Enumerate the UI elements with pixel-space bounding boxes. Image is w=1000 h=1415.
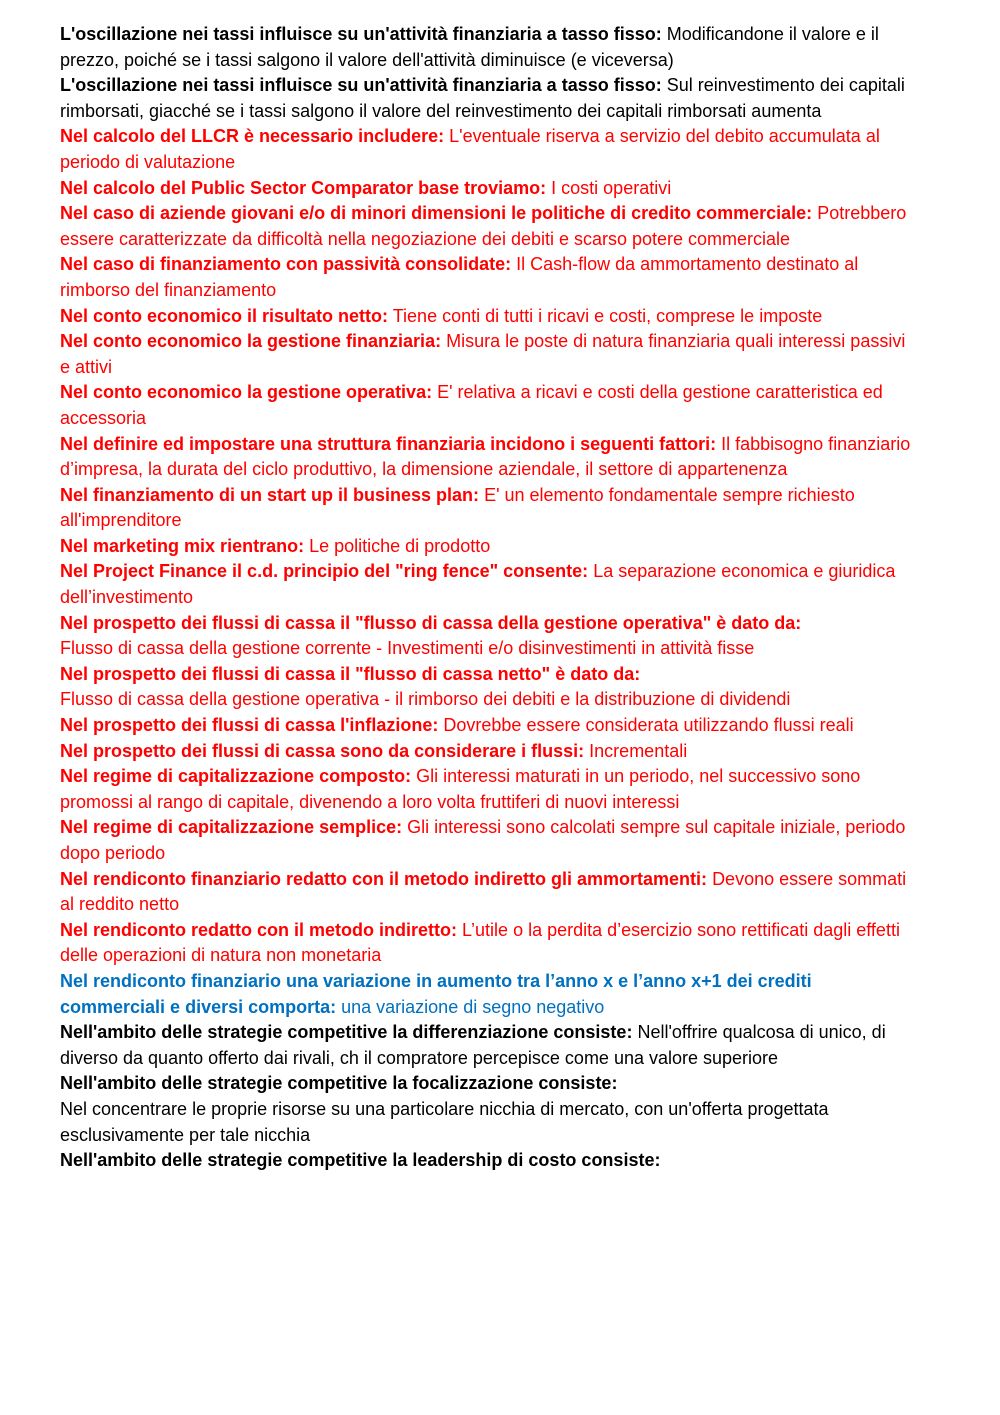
answer-text: Flusso di cassa della gestione corrente - Investimenti e/o disinvestimenti in attività fisse bbox=[60, 638, 755, 659]
qa-entry bbox=[60, 534, 920, 560]
answer-text: Il fabbisogno finanziario d’impresa, la durata del ciclo produttivo, la dimensione aziendale, il settore di appartenenza bbox=[60, 433, 911, 480]
question-text: Nel prospetto dei flussi di cassa l'inflazione: bbox=[60, 715, 439, 736]
question-text: Nel calcolo del Public Sector Comparator base troviamo: bbox=[60, 177, 547, 198]
qa-entry bbox=[60, 304, 920, 330]
answer-text: Modificandone il valore e il prezzo, poiché se i tassi salgono il valore dell'attività diminuisce (e viceversa) bbox=[60, 24, 879, 70]
question-text: Nell'ambito delle strategie competitive la leadership di costo consiste: bbox=[60, 1150, 661, 1171]
question-text: Nel finanziamento di un start up il business plan: bbox=[60, 484, 480, 505]
answer-text: Misura le poste di natura finanziaria quali interessi passivi e attivi bbox=[60, 331, 906, 377]
answer-text: Flusso di cassa della gestione operativa - il rimborso dei debiti e la distribuzione di dividendi bbox=[60, 689, 791, 710]
answer-text: La separazione economica e giuridica dell’investimento bbox=[60, 561, 896, 608]
question-text: Nel prospetto dei flussi di cassa sono da considerare i flussi: bbox=[60, 740, 585, 761]
answer-text: Nel concentrare le proprie risorse su una particolare nicchia di mercato, con un'offerta progettata esclusivamente per tale nicchia bbox=[60, 1098, 829, 1145]
qa-entry bbox=[60, 611, 920, 662]
answer-text: Incrementali bbox=[589, 740, 688, 761]
qa-entry bbox=[60, 1071, 920, 1148]
question-text: Nel conto economico il risultato netto: bbox=[60, 305, 389, 326]
question-text: Nel prospetto dei flussi di cassa il "flusso di cassa netto" è dato da: bbox=[60, 663, 641, 684]
answer-text: I costi operativi bbox=[551, 177, 672, 198]
answer-text: E' un elemento fondamentale sempre richiesto all'imprenditore bbox=[60, 484, 855, 531]
qa-entry bbox=[60, 329, 920, 380]
qa-entry bbox=[60, 201, 920, 252]
answer-text: Devono essere sommati al reddito netto bbox=[60, 868, 907, 915]
answer-text: Il Cash-flow da ammortamento destinato al rimborso del finanziamento bbox=[60, 254, 859, 300]
qa-entry bbox=[60, 22, 920, 73]
qa-entry bbox=[60, 815, 920, 866]
question-text: L'oscillazione nei tassi influisce su un'attività finanziaria a tasso fisso: bbox=[60, 24, 662, 44]
qa-entry bbox=[60, 969, 920, 1020]
qa-entry bbox=[60, 252, 920, 303]
question-text: Nell'ambito delle strategie competitive la focalizzazione consiste: bbox=[60, 1073, 618, 1094]
answer-text: Gli interessi sono calcolati sempre sul capitale iniziale, periodo dopo periodo bbox=[60, 817, 906, 863]
qa-entry bbox=[60, 1148, 920, 1174]
answer-text: Sul reinvestimento dei capitali rimborsati, giacché se i tassi salgono il valore del reinvestimento dei capitali rimborsati aumenta bbox=[60, 75, 905, 121]
qa-entry bbox=[60, 176, 920, 202]
question-text: Nel calcolo del LLCR è necessario includere: bbox=[60, 126, 445, 147]
qa-entry bbox=[60, 867, 920, 918]
answer-text: una variazione di segno negativo bbox=[341, 996, 605, 1017]
question-text: Nel regime di capitalizzazione composto: bbox=[60, 766, 412, 787]
question-text: Nel conto economico la gestione operativa: bbox=[60, 382, 433, 403]
qa-entry bbox=[60, 124, 920, 175]
question-text: Nel rendiconto finanziario redatto con il metodo indiretto gli ammortamenti: bbox=[60, 868, 708, 889]
qa-entry bbox=[60, 713, 920, 739]
qa-entry bbox=[60, 559, 920, 610]
question-text: Nell'ambito delle strategie competitive la differenziazione consiste: bbox=[60, 1022, 633, 1043]
qa-entry bbox=[60, 739, 920, 765]
question-text: Nel definire ed impostare una struttura finanziaria incidono i seguenti fattori: bbox=[60, 433, 717, 454]
qa-entry bbox=[60, 1020, 920, 1071]
qa-entry bbox=[60, 764, 920, 815]
question-text: Nel rendiconto redatto con il metodo indiretto: bbox=[60, 919, 458, 940]
qa-entry bbox=[60, 432, 920, 483]
answer-text: Nell'offrire qualcosa di unico, di diverso da quanto offerto dai rivali, ch il compratore percepisce come una valore superiore bbox=[60, 1022, 886, 1068]
question-text: Nel marketing mix rientrano: bbox=[60, 535, 305, 556]
question-text: Nel conto economico la gestione finanziaria: bbox=[60, 331, 442, 352]
question-text: L'oscillazione nei tassi influisce su un'attività finanziaria a tasso fisso: bbox=[60, 75, 662, 96]
document-page bbox=[60, 22, 920, 1174]
question-text: Nel caso di aziende giovani e/o di minori dimensioni le politiche di credito commerciale: bbox=[60, 203, 813, 224]
qa-entry bbox=[60, 380, 920, 431]
question-text: Nel regime di capitalizzazione semplice: bbox=[60, 817, 403, 838]
qa-entry bbox=[60, 662, 920, 713]
answer-text: Gli interessi maturati in un periodo, nel successivo sono promossi al rango di capitale, divenendo a loro volta fruttiferi di nuovi interessi bbox=[60, 766, 861, 812]
question-text: Nel rendiconto finanziario una variazione in aumento tra l’anno x e l’anno x+1 dei crediti commerciali e diversi comporta: bbox=[60, 970, 812, 1017]
answer-text: Potrebbero essere caratterizzate da difficoltà nella negoziazione dei debiti e scarso potere commerciale bbox=[60, 203, 907, 249]
answer-text: Le politiche di prodotto bbox=[309, 535, 491, 556]
qa-entry bbox=[60, 73, 920, 124]
answer-text: Tiene conti di tutti i ricavi e costi, comprese le imposte bbox=[392, 305, 823, 326]
question-text: Nel Project Finance il c.d. principio del "ring fence" consente: bbox=[60, 561, 589, 582]
answer-text: Dovrebbe essere considerata utilizzando flussi reali bbox=[443, 715, 854, 736]
answer-text: E' relativa a ricavi e costi della gestione caratteristica ed accessoria bbox=[60, 382, 883, 428]
qa-entry bbox=[60, 483, 920, 534]
answer-text: L'eventuale riserva a servizio del debito accumulata al periodo di valutazione bbox=[60, 126, 880, 172]
question-text: Nel caso di finanziamento con passività consolidate: bbox=[60, 254, 512, 275]
qa-entry bbox=[60, 918, 920, 969]
answer-text: L’utile o la perdita d’esercizio sono rettificati dagli effetti delle operazioni di natura non monetaria bbox=[60, 919, 900, 966]
question-text: Nel prospetto dei flussi di cassa il "flusso di cassa della gestione operativa" è dato da: bbox=[60, 612, 802, 633]
